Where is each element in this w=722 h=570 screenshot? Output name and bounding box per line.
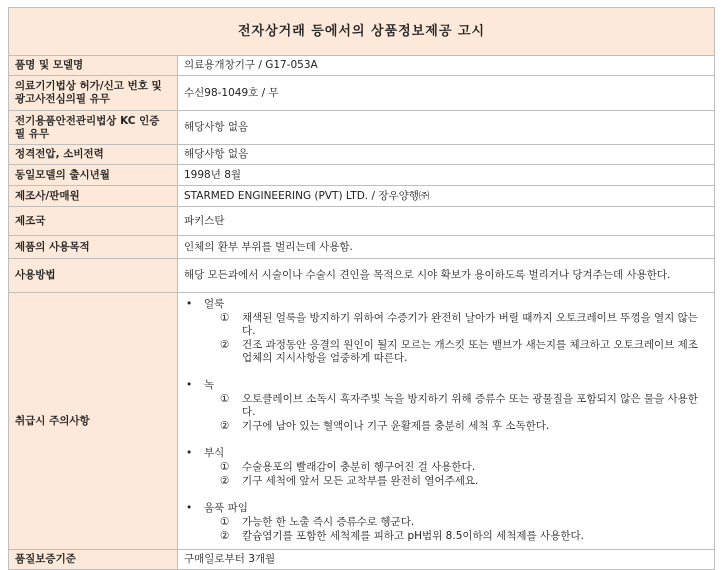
info-row-kc	[9, 111, 715, 145]
item-text: 수술용포의 빨래감이 충분히 헹구어진 걸 사용한다.	[242, 461, 476, 473]
bullet: •	[186, 379, 193, 391]
info-row-purpose	[9, 236, 715, 259]
info-row-model	[9, 56, 715, 76]
row-label: 품질보증기준	[9, 550, 178, 570]
row-label: 동일모델의 출시년월	[9, 165, 178, 186]
row-value: 파키스탄	[178, 207, 715, 236]
row-value: 인체의 환부 부위를 벌리는데 사용함.	[178, 236, 715, 259]
item-text: 건조 과정동안 응결의 원인이 될지 모르는 개스킷 또는 밸브가 새는지를 체크하고 오토크레이브 제조업체의 지시사항을 엄중하게 따른다.	[242, 339, 698, 364]
row-value: 1998년 8월	[178, 165, 715, 186]
item-text: 가능한 한 노출 즉시 증류수로 헹군다.	[242, 516, 415, 528]
info-row-license	[9, 76, 715, 111]
title-row	[9, 8, 715, 56]
row-label: 제조사/판매원	[9, 186, 178, 207]
bullet: •	[186, 447, 193, 459]
section-title: 부식	[204, 447, 225, 459]
section-title: 움푹 파임	[204, 502, 248, 514]
row-label: 전기용품안전관리법상 KC 인증 필 유무	[9, 111, 178, 145]
item-number: ②	[220, 475, 230, 487]
item-text: 기구 세척에 앞서 모든 교착부를 완전히 열어주세요.	[242, 475, 479, 487]
item-number: ①	[220, 461, 230, 473]
care-section-rust	[184, 379, 708, 433]
care-section-corrosion	[184, 447, 708, 488]
section-title: 얼룩	[204, 298, 225, 310]
item-number: ①	[220, 393, 230, 405]
row-value: 해당사항 없음	[178, 111, 715, 145]
row-label: 제조국	[9, 207, 178, 236]
item-number: ①	[220, 516, 230, 528]
info-row-usage	[9, 259, 715, 293]
care-section-stain	[184, 298, 708, 365]
item-text: 기구에 남아 있는 혈액이나 기구 윤활제를 충분히 세척 후 소독한다.	[242, 420, 550, 432]
bullet: •	[186, 502, 193, 514]
item-text: 채색된 얼룩을 방지하기 위하여 수증기가 완전히 날아가 버릴 때까지 오토크레이브 뚜껑을 열지 않는다.	[242, 312, 698, 337]
row-label: 사용방법	[9, 259, 178, 293]
care-instructions	[178, 293, 715, 550]
row-value: 해당 모든과에서 시술이나 수술시 견인을 목적으로 시야 확보가 용이하도록 벌리거나 당겨주는데 사용한다.	[178, 259, 715, 293]
row-value: STARMED ENGINEERING (PVT) LTD. / 장우양행㈜	[178, 186, 715, 207]
care-section-pitting	[184, 502, 708, 543]
row-label: 품명 및 모델명	[9, 56, 178, 76]
item-text: 오토클레이브 소독시 흑자주빛 녹을 방지하기 위해 증류수 또는 광물질을 포함되지 않은 물을 사용한다.	[242, 393, 698, 418]
row-value: 해당사항 없음	[178, 145, 715, 165]
item-text: 칼슘염기를 포함한 세척제를 피하고 pH범위 8.5이하의 세척제를 사용한다.	[242, 530, 584, 542]
info-row-power	[9, 145, 715, 165]
row-label: 정격전압, 소비전력	[9, 145, 178, 165]
row-label: 제품의 사용목적	[9, 236, 178, 259]
bullet: •	[186, 298, 193, 310]
product-info-notice	[8, 7, 714, 570]
info-row-country	[9, 207, 715, 236]
row-label: 의료기기법상 허가/신고 번호 및 광고사전심의필 유무	[9, 76, 178, 111]
item-number: ②	[220, 339, 230, 351]
row-value: 구매일로부터 3개월	[178, 550, 715, 570]
item-number: ①	[220, 312, 230, 324]
item-number: ②	[220, 530, 230, 542]
row-value: 의료용개창기구 / G17-053A	[178, 56, 715, 76]
page-title: 전자상거래 등에서의 상품정보제공 고시	[9, 8, 715, 56]
info-row-manufacturer	[9, 186, 715, 207]
info-row-care	[9, 293, 715, 550]
product-info-table	[8, 7, 715, 570]
info-row-release	[9, 165, 715, 186]
row-label: 취급시 주의사항	[9, 293, 178, 550]
section-title: 녹	[204, 379, 215, 391]
item-number: ②	[220, 420, 230, 432]
row-value: 수신98-1049호 / 무	[178, 76, 715, 111]
